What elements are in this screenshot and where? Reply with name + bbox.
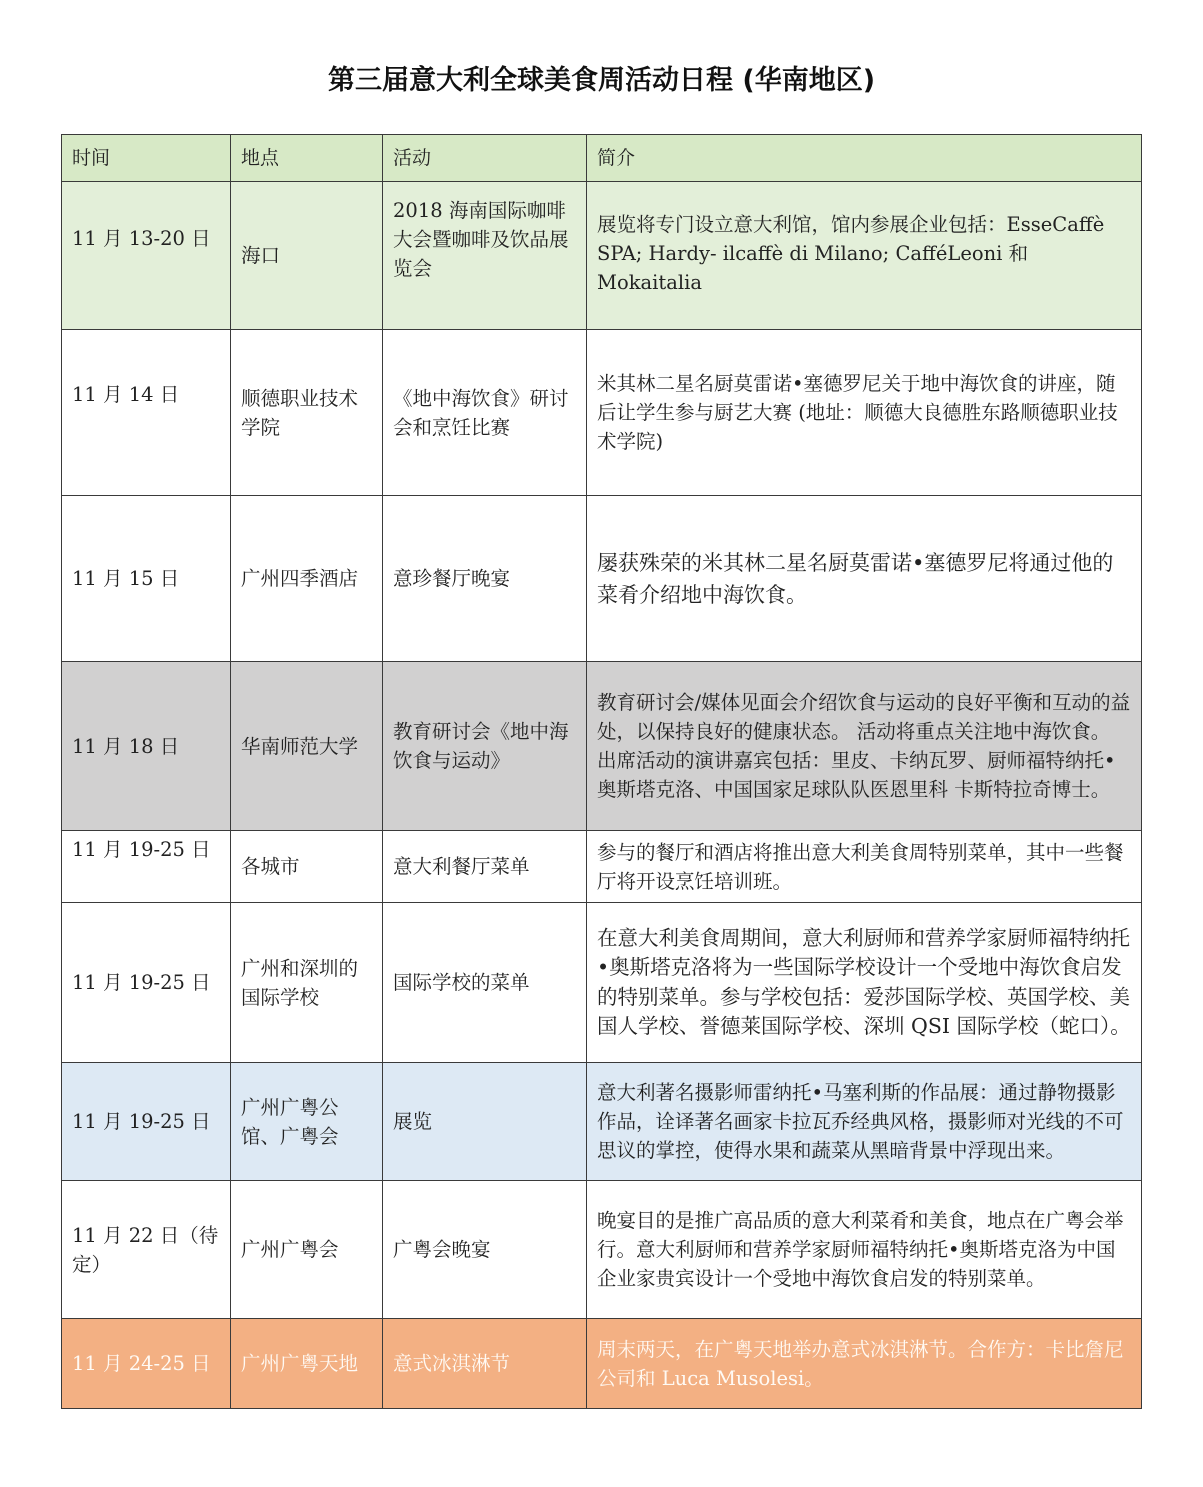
row-intro: 屡获殊荣的米其林二星名厨莫雷诺•塞德罗尼将通过他的菜肴介绍地中海饮食。 [587,496,1142,662]
row-place: 广州四季酒店 [231,496,383,662]
row-activity: 广粤会晚宴 [383,1181,587,1319]
table-row [62,1319,1142,1409]
row-time: 11 月 19-25 日 [62,1063,231,1181]
row-place: 顺德职业技术学院 [231,330,383,496]
row-intro: 教育研讨会/媒体见面会介绍饮食与运动的良好平衡和互动的益处，以保持良好的健康状态。 活动将重点关注地中海饮食。 出席活动的演讲嘉宾包括：里皮、卡纳瓦罗、厨师福特纳托•奥斯塔克洛、中国国家足球队队医恩里科 卡斯特拉奇博士。 [587,662,1142,831]
row-intro: 晚宴目的是推广高品质的意大利菜肴和美食，地点在广粤会举行。意大利厨师和营养学家厨师福特纳托•奥斯塔克洛为中国企业家贵宾设计一个受地中海饮食启发的特别菜单。 [587,1181,1142,1319]
row-activity: 展览 [383,1063,587,1181]
row-activity: 2018 海南国际咖啡大会暨咖啡及饮品展览会 [383,182,587,330]
row-place: 广州广粤天地 [231,1319,383,1409]
row-time: 11 月 19-25 日 [62,903,231,1063]
row-time: 11 月 18 日 [62,662,231,831]
row-place: 广州和深圳的国际学校 [231,903,383,1063]
header-row [62,135,1142,182]
row-place: 华南师范大学 [231,662,383,831]
table-row [62,182,1142,330]
header-time: 时间 [62,135,231,182]
row-place: 广州广粤公馆、广粤会 [231,1063,383,1181]
row-time: 11 月 14 日 [62,330,231,496]
row-intro: 展览将专门设立意大利馆，馆内参展企业包括：EsseCaffè SPA; Hardy- ilcaffè di Milano; CafféLeoni 和 Mokaitalia [587,182,1142,330]
row-activity: 教育研讨会《地中海饮食与运动》 [383,662,587,831]
schedule-table [61,134,1142,1409]
row-time: 11 月 19-25 日 [62,831,231,903]
row-time: 11 月 15 日 [62,496,231,662]
row-time: 11 月 24-25 日 [62,1319,231,1409]
row-activity: 意大利餐厅菜单 [383,831,587,903]
row-intro: 米其林二星名厨莫雷诺•塞德罗尼关于地中海饮食的讲座，随后让学生参与厨艺大赛 (地址：顺德大良德胜东路顺德职业技术学院) [587,330,1142,496]
table-row [62,1063,1142,1181]
table-row [62,662,1142,831]
row-intro: 在意大利美食周期间，意大利厨师和营养学家厨师福特纳托•奥斯塔克洛将为一些国际学校设计一个受地中海饮食启发的特别菜单。参与学校包括：爱莎国际学校、英国学校、美国人学校、誉德莱国际学校、深圳 QSI 国际学校（蛇口）。 [587,903,1142,1063]
table-row [62,1181,1142,1319]
table-row [62,831,1142,903]
row-place: 各城市 [231,831,383,903]
row-activity: 意式冰淇淋节 [383,1319,587,1409]
row-time: 11 月 13-20 日 [62,182,231,330]
header-activity: 活动 [383,135,587,182]
row-place: 海口 [231,182,383,330]
row-intro: 周末两天，在广粤天地举办意式冰淇淋节。合作方：卡比詹尼公司和 Luca Musolesi。 [587,1319,1142,1409]
row-activity: 国际学校的菜单 [383,903,587,1063]
row-intro: 参与的餐厅和酒店将推出意大利美食周特别菜单，其中一些餐厅将开设烹饪培训班。 [587,831,1142,903]
table-row [62,903,1142,1063]
row-activity: 意珍餐厅晚宴 [383,496,587,662]
table-row [62,496,1142,662]
page-title: 第三届意大利全球美食周活动日程 (华南地区) [327,65,876,96]
row-activity: 《地中海饮食》研讨会和烹饪比赛 [383,330,587,496]
row-time: 11 月 22 日（待定） [62,1181,231,1319]
header-intro: 简介 [587,135,1142,182]
row-place: 广州广粤会 [231,1181,383,1319]
row-intro: 意大利著名摄影师雷纳托•马塞利斯的作品展：通过静物摄影作品，诠译著名画家卡拉瓦乔经典风格，摄影师对光线的不可思议的掌控，使得水果和蔬菜从黑暗背景中浮现出来。 [587,1063,1142,1181]
table-row [62,330,1142,496]
header-place: 地点 [231,135,383,182]
